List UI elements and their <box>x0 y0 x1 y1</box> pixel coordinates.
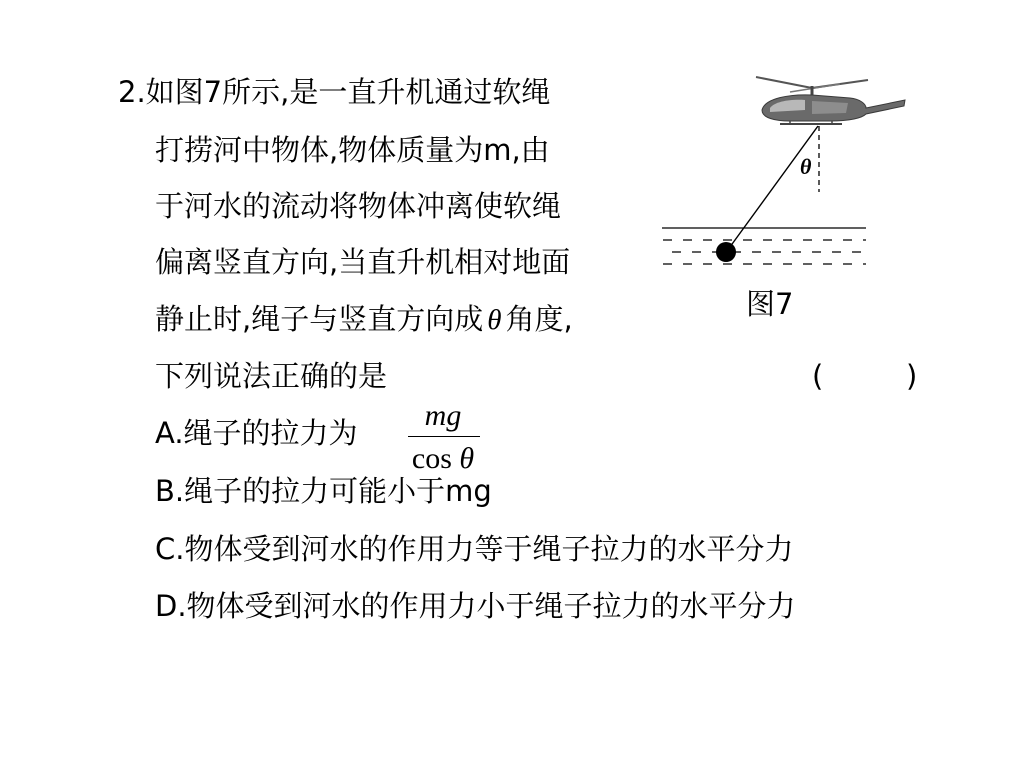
option-c: C.物体受到河水的作用力等于绳子拉力的水平分力 <box>155 532 794 566</box>
fraction-denominator-cos: cos <box>411 442 452 475</box>
question-line-5 <box>155 299 573 340</box>
question-line-6: 下列说法正确的是 <box>155 359 388 393</box>
fraction-denominator-theta: θ <box>459 442 475 475</box>
theta-symbol: θ <box>487 304 502 336</box>
answer-bracket-open: ( <box>812 359 824 393</box>
helicopter-body <box>762 95 905 124</box>
answer-bracket-close: ) <box>906 359 918 393</box>
stem-text-5b: 角度, <box>505 302 573 336</box>
question-number: 2. <box>118 75 146 109</box>
water-dashes <box>663 240 866 264</box>
submerged-object <box>716 242 736 262</box>
stem-text-5a: 静止时,绳子与竖直方向成 <box>155 302 484 336</box>
helicopter-rotor <box>756 77 868 96</box>
stem-text-1: 如图7所示,是一直升机通过软绳 <box>145 75 551 109</box>
question-line-3: 于河水的流动将物体冲离使软绳 <box>155 189 562 223</box>
fraction-bar <box>408 436 480 437</box>
option-a: A.绳子的拉力为 <box>155 416 358 450</box>
fraction-numerator: mg <box>424 399 462 432</box>
question-line-2: 打捞河中物体,物体质量为m,由 <box>155 133 550 167</box>
figure-caption: 图7 <box>746 287 794 321</box>
rope <box>727 126 818 251</box>
option-b: B.绳子的拉力可能小于mg <box>155 474 492 508</box>
option-a-fraction <box>406 399 480 481</box>
angle-label: θ <box>800 154 812 179</box>
option-d: D.物体受到河水的作用力小于绳子拉力的水平分力 <box>155 589 796 623</box>
question-line-1 <box>118 72 550 112</box>
question-line-4: 偏离竖直方向,当直升机相对地面 <box>155 245 571 279</box>
